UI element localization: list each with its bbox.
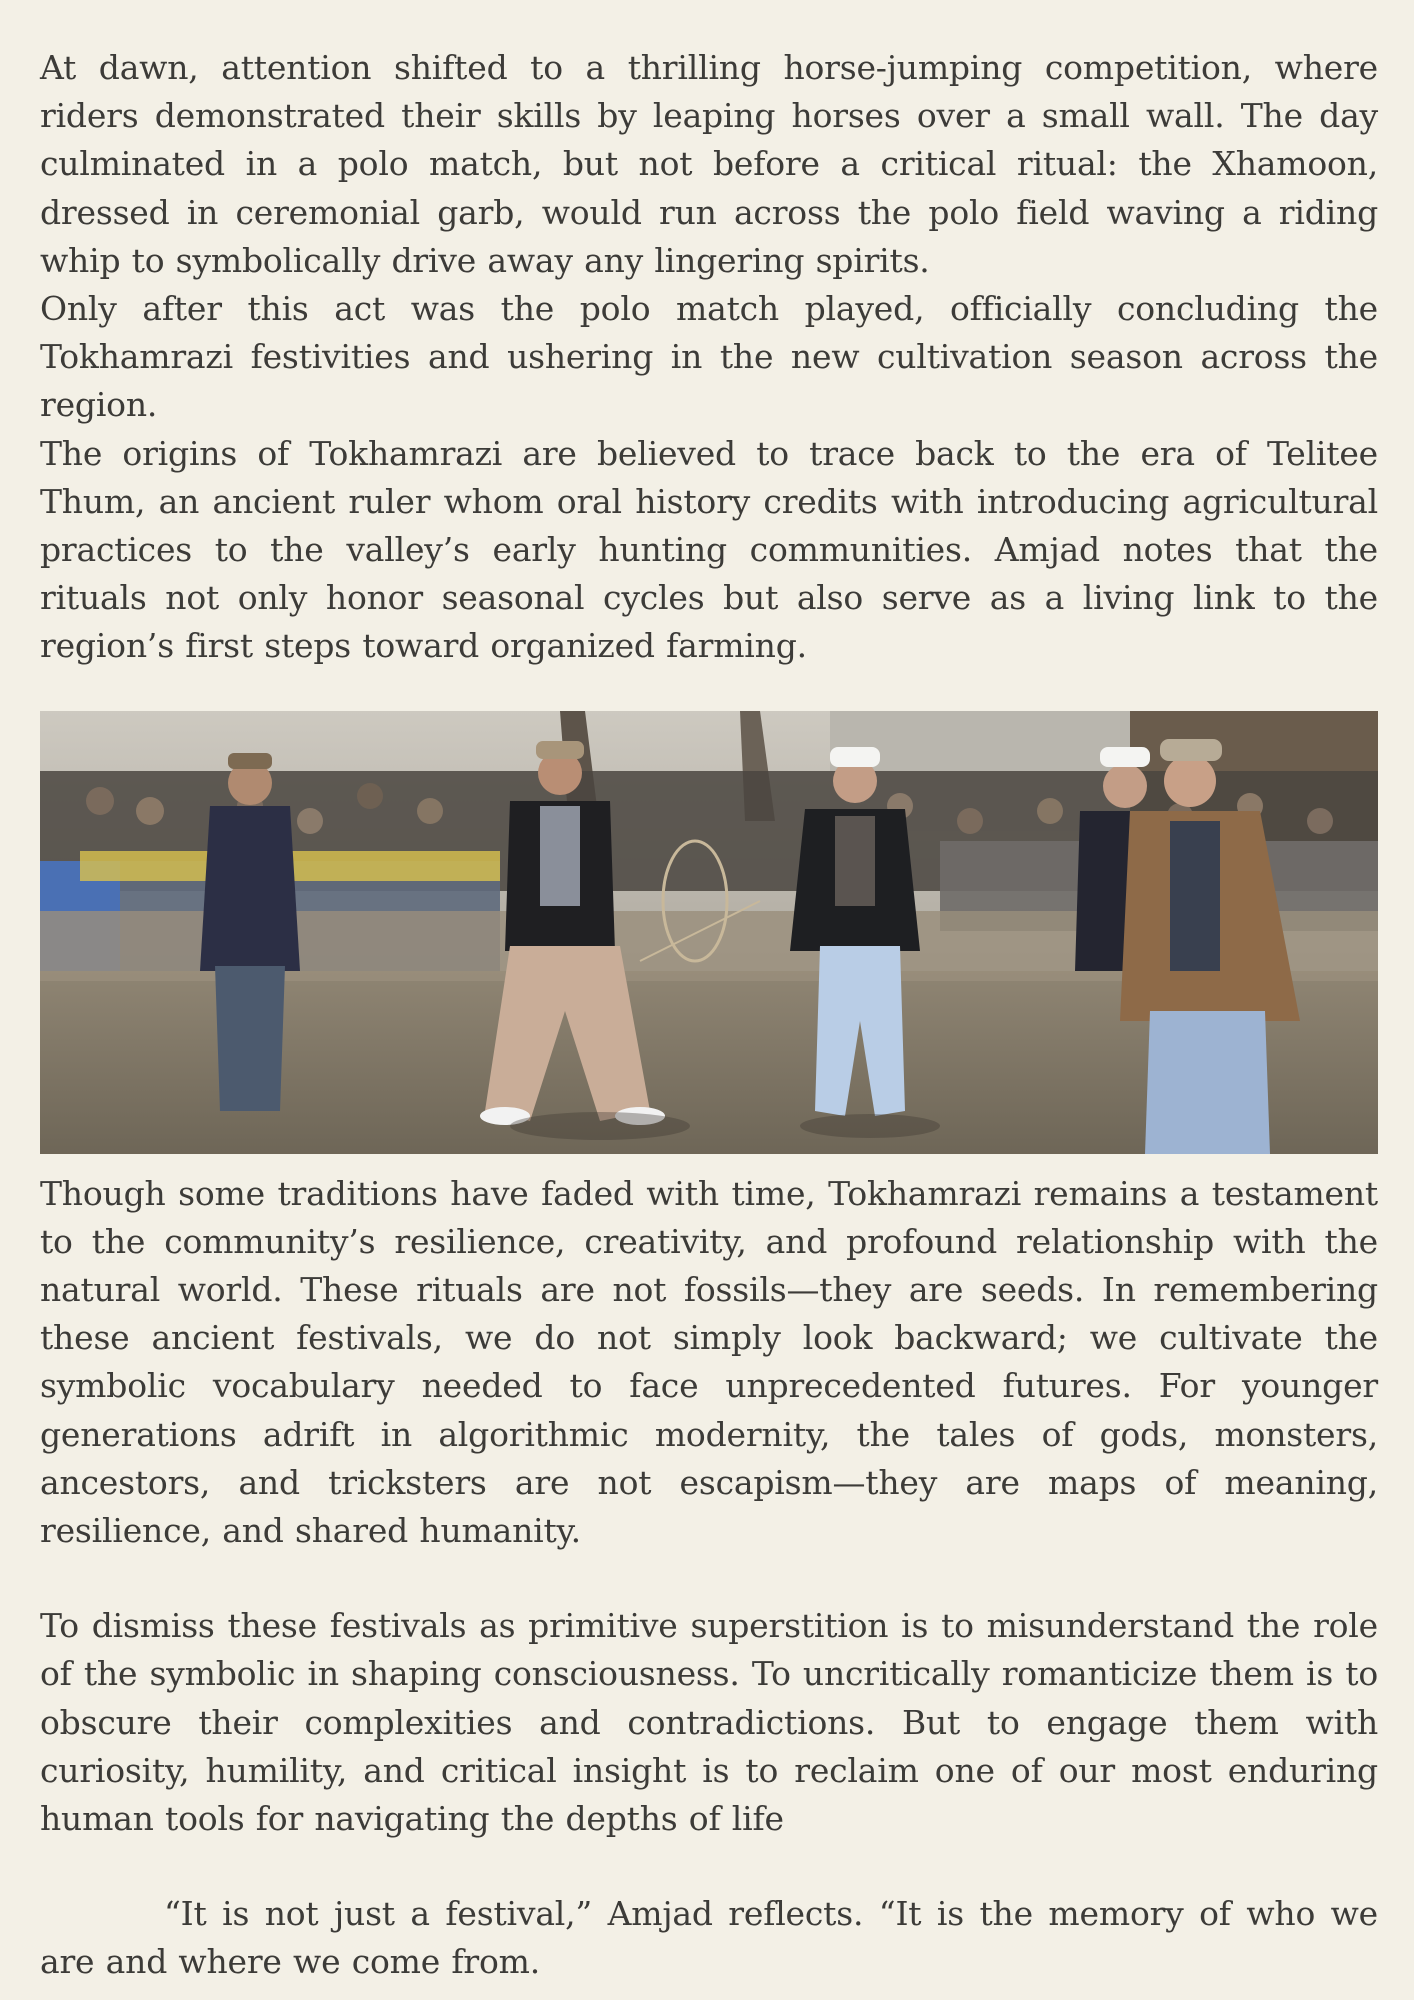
paragraph-origins: The origins of Tokhamrazi are believed to trace back to the era of Telitee Thum, an ancient ruler whom oral history credits with introducing agricultural practices to the valley’s early hunting communities. Amjad notes that the rituals not only honor seasonal cycles but also serve as a living link to the region’s first steps toward organized farming.	[40, 433, 1378, 666]
paragraph-resilience: Though some traditions have faded with time, Tokhamrazi remains a testament to the community’s resilience, creativity, and profound relationship with the natural world. These rituals are not fossils—they are seeds. In remembering these ancient festivals, we do not simply look backward; we cultivate the symbolic vocabulary needed to face unprecedented futures. For younger generations adrift in algorithmic modernity, the tales of gods, monsters, ancestors, and tricksters are not escapism—they are maps of meaning, resilience, and shared humanity.	[40, 1173, 1378, 1551]
paragraph-amjad-quote: “It is not just a festival,” Amjad reflects. “It is the memory of who we are and where we come from.	[40, 1894, 1378, 1982]
spacer	[40, 1843, 1378, 1890]
paragraph-horse-jumping: At dawn, attention shifted to a thrilling horse-jumping competition, where riders demonstrated their skills by leaping horses over a small wall. The day culminated in a polo match, but not before a critical ritual: the Xhamoon, dressed in ceremonial garb, would run across the polo field waving a riding whip to symbolically drive away any lingering spirits.	[40, 48, 1378, 280]
paragraph-symbolic-role: To dismiss these festivals as primitive superstition is to misunderstand the role of the symbolic in shaping consciousness. To uncritically romanticize them is to obscure their complexities and contradictions. But to engage them with curiosity, humility, and critical insight is to reclaim one of our most enduring human tools for navigating the depths of life	[40, 1606, 1378, 1839]
article-body	[40, 44, 1378, 1987]
spacer	[40, 1555, 1378, 1602]
paragraph-polo-match: Only after this act was the polo match played, officially concluding the Tokhamrazi festivities and ushering in the new cultivation season across the region.	[40, 289, 1378, 425]
festival-dance-photo	[40, 711, 1378, 1154]
